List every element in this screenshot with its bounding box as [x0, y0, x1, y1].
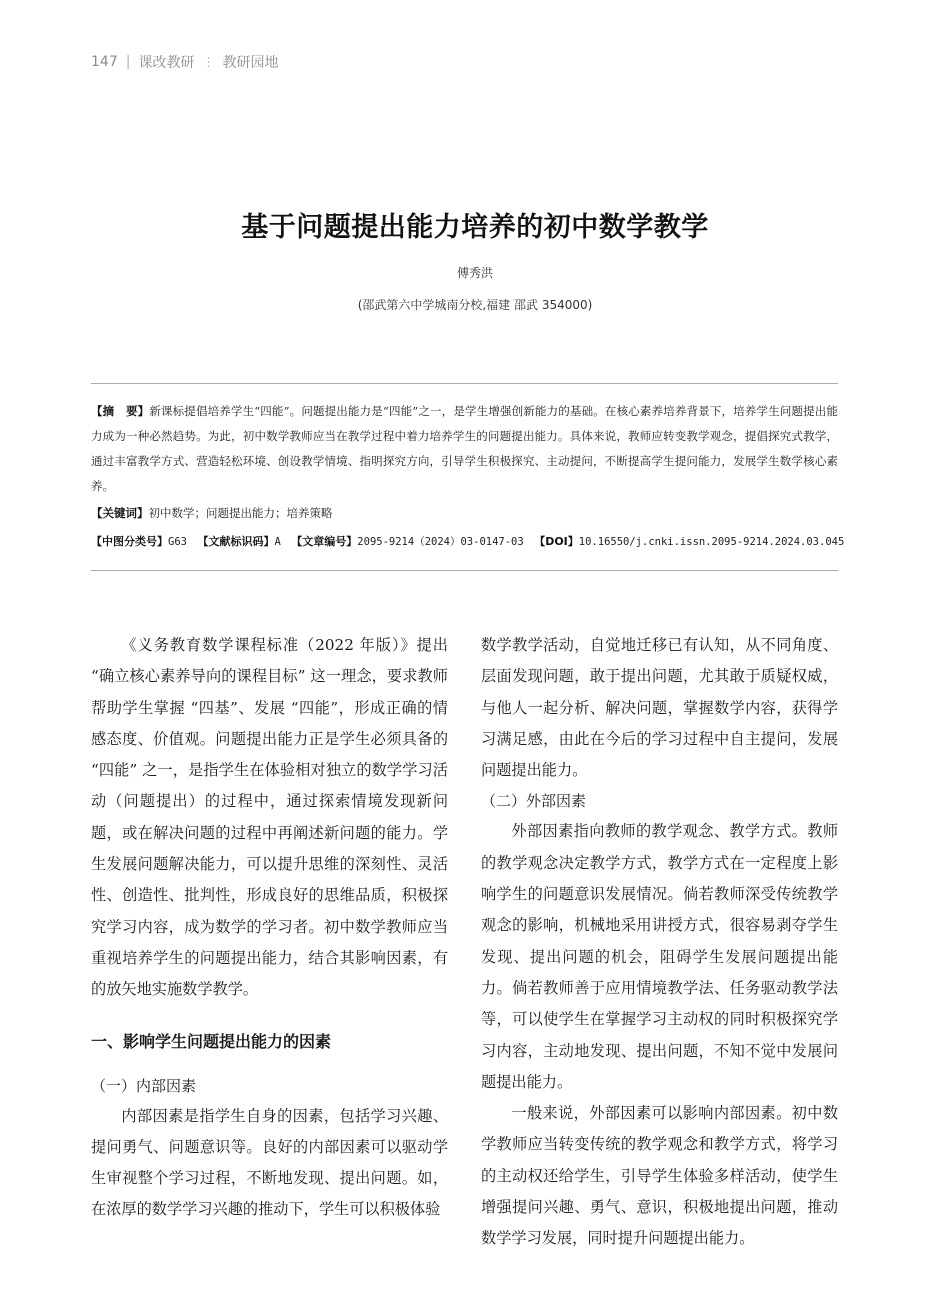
subsection-2-paragraph-2: 一般来说，外部因素可以影响内部因素。初中数学教师应当转变传统的教学观念和教学方式，将学习的主动权还给学生，引导学生体验多样活动，使学生增强提问兴趣、勇气、意识，积极地提出问题，推动数学学习发展，同时提升问题提出能力。 [481, 1104, 838, 1248]
bottom-divider [91, 570, 838, 571]
article-number-value: 2095-9214（2024）03-0147-03 [357, 536, 524, 548]
header-divider: | [125, 54, 131, 70]
clc-label: 【中图分类号】 [91, 535, 168, 548]
subsection-1-paragraph-continued: 数学教学活动，自觉地迁移已有认知，从不同角度、层面发现问题，敢于提出问题，尤其敢于质疑权威，与他人一起分析、解决问题，掌握数学内容，获得学习满足感，由此在今后的学习过程中自主提问，发展问题提出能力。 [481, 636, 838, 780]
abstract-text: 新课标提倡培养学生“四能”。问题提出能力是“四能”之一，是学生增强创新能力的基础。在核心素养培养背景下，培养学生问题提出能力成为一种必然趋势。为此，初中数学教师应当在教学过程中着力培养学生的问题提出能力。具体来说，教师应转变教学观念，提倡探究式教学，通过丰富教学方式、营造轻松环境、创设教学情境、指明探究方向，引导学生积极探究、主动提问，不断提高学生提问能力，发展学生数学核心素养。 [91, 404, 839, 493]
running-header [91, 52, 278, 72]
header-dotted-divider: ⋮ [202, 55, 215, 69]
subsection-1-heading: （一）内部因素 [91, 1076, 197, 1095]
intro-paragraph: 《义务教育数学课程标准（2022 年版）》提出 “确立核心素养导向的课程目标” 这一理念，要求教师帮助学生掌握 “四基”、发展 “四能”，形成正确的情感态度、价值观。问题提出能力正是学生必须具备的 “四能” 之一，是指学生在体验相对独立的数学学习活动（问题提出）的过程中，通过探索情境发现新问题，或在解决问题的过程中再阐述新问题的能力。学生发展问题解决能力，可以提升思维的深刻性、灵活性、创造性、批判性，形成良好的思维品质，积极探究学习内容，成为数学的学习者。初中数学教师应当重视培养学生的问题提出能力，结合其影响因素，有的放矢地实施数学教学。 [91, 636, 448, 999]
clc-value: G63 [168, 536, 187, 548]
author-affiliation: (邵武第六中学城南分校,福建 邵武 354000) [357, 298, 593, 312]
subsection-2-paragraph-1: 外部因素指向教师的教学观念、教学方式。教师的教学观念决定教学方式，教学方式在一定程度上影响学生的问题意识发展情况。倘若教师深受传统教学观念的影响，机械地采用讲授方式，很容易剥夺学生发现、提出问题的机会，阻碍学生发展问题提出能力。倘若教师善于应用情境教学法、任务驱动教学法等，可以使学生在掌握学习主动权的同时积极探究学习内容，主动地发现、提出问题，不知不觉中发展问题提出能力。 [481, 822, 838, 1091]
keywords-text: 初中数学；问题提出能力；培养策略 [148, 506, 333, 520]
subsection-1-paragraph: 内部因素是指学生自身的因素，包括学习兴趣、提问勇气、问题意识等。良好的内部因素可以驱动学生审视整个学习过程，不断地发现、提出问题。如，在浓厚的数学学习兴趣的推动下，学生可以积极体验 [91, 1106, 448, 1219]
keywords [91, 502, 838, 524]
body-column-left [91, 630, 448, 1225]
header-section: 课改教研 [138, 55, 195, 71]
abstract-label: 【摘 要】 [91, 404, 150, 418]
body-column-right [481, 630, 838, 1255]
author-name: 傅秀洪 [456, 266, 493, 280]
doc-code-label: 【文献标识码】 [197, 535, 275, 548]
page-number: 147 [91, 54, 118, 70]
doc-code-value: A [274, 536, 281, 548]
doi-label: 【DOI】 [534, 535, 579, 548]
subsection-2-heading: （二）外部因素 [481, 792, 587, 811]
abstract [91, 399, 838, 499]
article-number-label: 【文章编号】 [291, 535, 358, 548]
top-divider [91, 383, 838, 384]
header-subsection: 教研园地 [222, 55, 279, 71]
article-metadata [91, 531, 851, 553]
keywords-label: 【关键词】 [91, 506, 149, 520]
section-1-heading: 一、影响学生问题提出能力的因素 [91, 1031, 332, 1051]
doi-value: 10.16550/j.cnki.issn.2095-9214.2024.03.045 [578, 536, 845, 548]
article-title: 基于问题提出能力培养的初中数学教学 [241, 212, 709, 243]
